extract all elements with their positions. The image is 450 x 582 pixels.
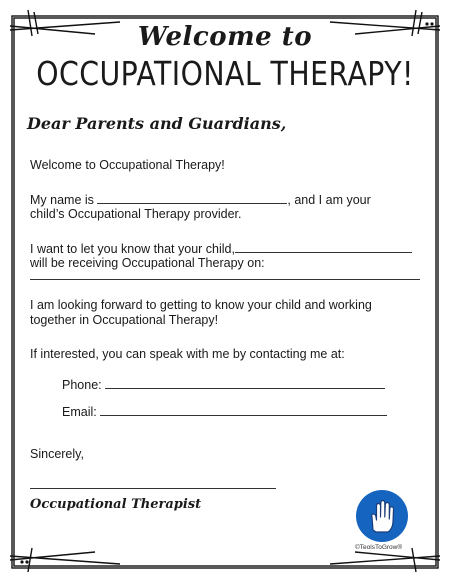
contact-intro: If interested, you can speak with me by contacting me at: [30,347,345,361]
name-prefix: My name is [30,193,94,207]
child-line-2: will be receiving Occupational Therapy on: [30,256,265,270]
page-title: OCCUPATIONAL THERAPY! [36,54,414,93]
phone-label: Phone: [62,378,102,392]
name-suffix: , and I am your [287,193,371,207]
phone-field[interactable] [105,377,385,389]
child-prefix: I want to let you know that your child, [30,242,235,256]
salutation: Dear Parents and Guardians, [27,114,287,133]
hand-icon [356,490,408,542]
phone-row [62,377,385,393]
name-line-2: child’s Occupational Therapy provider. [30,207,242,221]
looking-forward-line-1: I am looking forward to getting to know your child and working [30,298,372,312]
looking-forward-line-2: together in Occupational Therapy! [30,313,219,327]
copyright: ©TeolsToGrow® [355,544,403,551]
title-script: Welcome to [137,22,313,52]
signature-label: Occupational Therapist [30,497,202,512]
intro-text: Welcome to Occupational Therapy! [30,158,225,172]
email-field[interactable] [100,404,387,416]
email-row [62,404,387,420]
child-sentence [30,241,412,257]
schedule-field[interactable] [30,279,420,280]
email-label: Email: [62,405,97,419]
name-field[interactable] [97,192,287,204]
closing: Sincerely, [30,447,84,461]
signature-field[interactable] [30,488,276,489]
child-name-field[interactable] [235,241,412,253]
name-sentence [30,192,371,208]
hand-logo [356,490,408,542]
